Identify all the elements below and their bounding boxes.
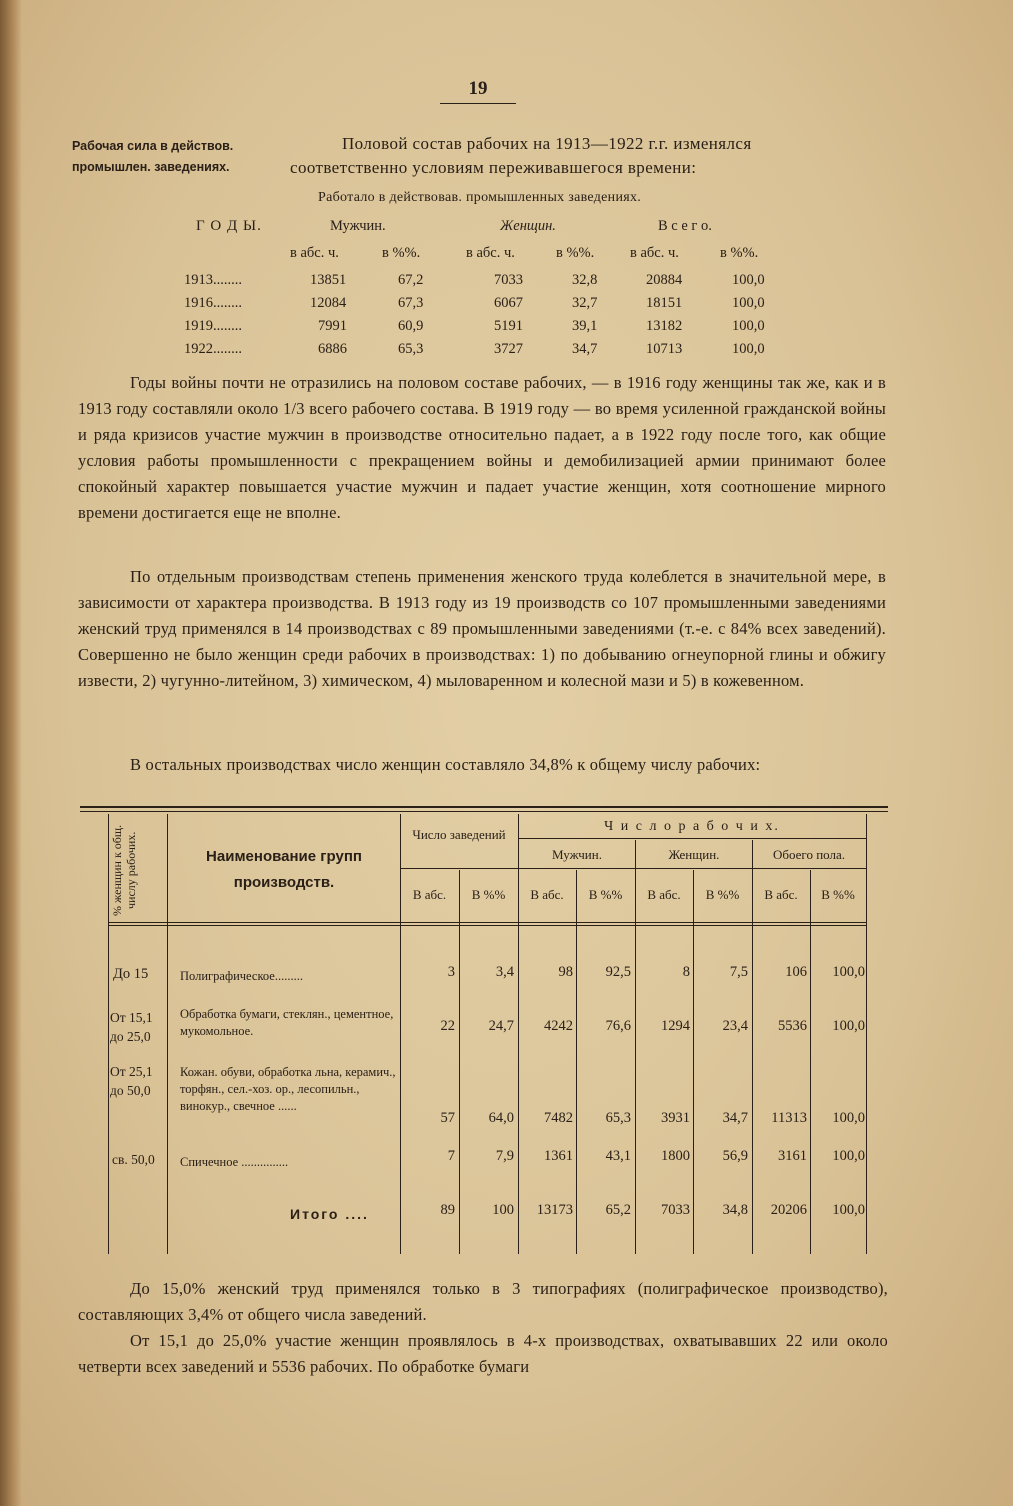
table2-vline bbox=[810, 870, 811, 1254]
table2-cell: 22 bbox=[440, 1018, 455, 1034]
table1-cell: 100,0 bbox=[732, 318, 765, 334]
table2-vline bbox=[167, 814, 168, 1254]
table2-range: От 25,1 до 50,0 bbox=[110, 1064, 153, 1098]
table1-head-total: В с е г о. bbox=[658, 218, 712, 234]
table1-cell: 60,9 bbox=[398, 318, 424, 334]
table2-range: св. 50,0 bbox=[112, 1152, 155, 1167]
table2-sub-abs: В абс. bbox=[647, 887, 681, 902]
table2-cell: 34,7 bbox=[722, 1110, 748, 1126]
table2-head-both: Обоего пола. bbox=[773, 847, 845, 862]
table2-group: Обработка бумаги, стеклян., цементное, мукомольное. bbox=[180, 1007, 394, 1038]
page-number: 19 bbox=[468, 78, 488, 99]
table2-cell: 100,0 bbox=[832, 1110, 865, 1126]
table2-cell: 3931 bbox=[661, 1110, 690, 1126]
table2-cell: 1361 bbox=[544, 1148, 573, 1164]
table2-top-rule bbox=[80, 806, 888, 808]
table1-cell: 3727 bbox=[494, 341, 523, 357]
page-number-rule bbox=[440, 103, 516, 104]
table1-year: 1916........ bbox=[184, 295, 242, 311]
table1-sub-pct: в %%. bbox=[556, 245, 595, 261]
table2-cell: 3,4 bbox=[495, 964, 514, 980]
table2-total-cell: 13173 bbox=[536, 1202, 573, 1218]
paragraph-1: Годы войны почти не отразились на половом составе рабочих, — в 1916 году женщины так же, как и в 1913 году составляли около 1/3 всего рабочего состава. В 1919 году — во время усиленной гражданской войны и ряда кризисов участие мужчин в производстве относительно падает, а в 1922 году после того, как общие условия работы промышленности с прекращением войны и демобилизацией армии принимают более спокойный характер повышается участие мужчин и падает участие женщин, хотя соотношение мирного времени достигается еще не вполне. bbox=[78, 373, 886, 522]
table2-cell: 56,9 bbox=[722, 1148, 748, 1164]
table2-range: До 15 bbox=[113, 966, 149, 982]
table2-cell: 5536 bbox=[778, 1018, 807, 1034]
table2-cell: 100,0 bbox=[832, 964, 865, 980]
margin-note bbox=[72, 136, 292, 178]
table2-cell: 7 bbox=[447, 1148, 455, 1164]
table1-cell: 6886 bbox=[318, 341, 347, 357]
table1-cell: 100,0 bbox=[732, 295, 765, 311]
table2-top-rule-2 bbox=[80, 811, 888, 812]
table2-vline bbox=[693, 870, 694, 1254]
table2-group: Полиграфическое......... bbox=[180, 969, 303, 983]
intro-line-2: соответственно условиям переживавшегося времени: bbox=[290, 158, 697, 177]
table1-cell: 6067 bbox=[494, 295, 523, 311]
table2-total-cell: 65,2 bbox=[605, 1202, 631, 1218]
table2-sub-pct: В %% bbox=[821, 887, 855, 902]
table1-year: 1922........ bbox=[184, 341, 242, 357]
table2-sub-abs: В абс. bbox=[530, 887, 564, 902]
table1-sub-pct: в %%. bbox=[720, 245, 759, 261]
table1-head-women: Женщин. bbox=[500, 218, 556, 234]
table2-head-pct: % женщин к общ. числу рабочих. bbox=[110, 824, 138, 916]
table2-sub-abs: В абс. bbox=[412, 887, 447, 902]
table2-cell: 100,0 bbox=[832, 1018, 865, 1034]
table1-cell: 13182 bbox=[646, 318, 683, 334]
table1-cell: 65,3 bbox=[398, 341, 424, 357]
table2-hline bbox=[400, 868, 866, 869]
table1-cell: 32,7 bbox=[572, 295, 598, 311]
table2-cell: 11313 bbox=[771, 1110, 807, 1126]
table1-cell: 5191 bbox=[494, 318, 523, 334]
table1-cell: 12084 bbox=[310, 295, 347, 311]
table1-head-years: Г О Д Ы. bbox=[196, 218, 262, 234]
table1-cell: 67,3 bbox=[398, 295, 424, 311]
table2-head-groups: Наименование групп производств. bbox=[206, 848, 362, 891]
paragraph-3: В остальных производствах число женщин составляло 34,8% к общему числу рабочих: bbox=[130, 755, 761, 774]
table2-cell: 3 bbox=[447, 964, 455, 980]
table2-cell: 43,1 bbox=[605, 1148, 631, 1164]
table1-sub-abs: в абс. ч. bbox=[290, 245, 339, 261]
table2-group: Кожан. обуви, обработка льна, керамич., торфян., сел.-хоз. ор., лесопильн., винокур., свечное ...... bbox=[180, 1065, 396, 1113]
table1-cell: 10713 bbox=[646, 341, 683, 357]
table2-total-cell: 100,0 bbox=[832, 1202, 865, 1218]
table2-cell: 23,4 bbox=[722, 1018, 748, 1034]
table2-total-cell: 7033 bbox=[661, 1202, 690, 1218]
table2-cell: 100,0 bbox=[832, 1148, 865, 1164]
table2-cell: 98 bbox=[558, 964, 573, 980]
table2-cell: 64,0 bbox=[488, 1110, 514, 1126]
paragraph-4: До 15,0% женский труд применялся только в 3 типографиях (полиграфическое производство), составляющих 3,4% от общего числа заведений. bbox=[78, 1279, 888, 1324]
table2-total-cell: 20206 bbox=[770, 1202, 807, 1218]
table1-head-men: Мужчин. bbox=[330, 218, 386, 234]
table2-cell: 76,6 bbox=[605, 1018, 631, 1034]
table1-cell: 32,8 bbox=[572, 272, 598, 288]
table1-year: 1913........ bbox=[184, 272, 242, 288]
table1-cell: 67,2 bbox=[398, 272, 424, 288]
table2-total-label: Итого .... bbox=[290, 1206, 369, 1222]
table2-head-men: Мужчин. bbox=[552, 847, 602, 862]
table2-hline bbox=[518, 838, 866, 839]
table2-total-cell: 89 bbox=[440, 1202, 455, 1218]
table2-total-cell: 100 bbox=[492, 1202, 514, 1218]
table1-caption: Работало в действовав. промышленных заведениях. bbox=[318, 190, 642, 205]
table2-cell: 3161 bbox=[778, 1148, 807, 1164]
table1-cell: 18151 bbox=[646, 295, 683, 311]
table2-sub-pct: В %% bbox=[705, 887, 740, 902]
table2-hline bbox=[108, 922, 866, 923]
table2-cell: 7,9 bbox=[495, 1148, 514, 1164]
table2-cell: 92,5 bbox=[605, 964, 631, 980]
table2-cell: 1800 bbox=[661, 1148, 690, 1164]
table2-head-workers: Ч и с л о р а б о ч и х. bbox=[604, 819, 780, 834]
table1-cell: 13851 bbox=[310, 272, 347, 288]
table2-head-women: Женщин. bbox=[668, 847, 720, 862]
table2-cell: 65,3 bbox=[605, 1110, 631, 1126]
table2-cell: 1294 bbox=[661, 1018, 690, 1034]
table1-cell: 100,0 bbox=[732, 272, 765, 288]
table2-cell: 7,5 bbox=[729, 964, 748, 980]
table1-year: 1919........ bbox=[184, 318, 242, 334]
table2-sub-abs: В абс. bbox=[764, 887, 798, 902]
intro-line-1: Половой состав рабочих на 1913—1922 г.г. изменялся bbox=[342, 134, 752, 153]
table1-cell: 20884 bbox=[646, 272, 683, 288]
paragraph-2: По отдельным производствам степень применения женского труда колеблется в значительной мере, в зависимости от характера производства. В 1913 году из 19 производств со 107 промышленными заведениями женский труд применялся в 14 производствах с 89 промышленными заведениями (т.-е. с 84% всех заведений). Совершенно не было женщин среди рабочих в производствах: 1) по добыванию огнеупорной глины и обжигу извести, 2) чугунно-литейном, 3) химическом, 4) мыловаренном и колесной мази и 5) в кожевенном. bbox=[78, 567, 886, 690]
table2-cell: 24,7 bbox=[488, 1018, 514, 1034]
table2-vline bbox=[866, 814, 867, 1254]
table1-cell: 7991 bbox=[318, 318, 347, 334]
margin-note-line: Рабочая сила в действов. bbox=[72, 139, 234, 153]
table2-cell: 8 bbox=[682, 964, 690, 980]
table1-sub-pct: в %%. bbox=[382, 245, 421, 261]
table2-total-cell: 34,8 bbox=[722, 1202, 748, 1218]
table1-sub-abs: в абс. ч. bbox=[466, 245, 515, 261]
table2-group: Спичечное ............... bbox=[180, 1155, 289, 1169]
table1-cell: 39,1 bbox=[572, 318, 598, 334]
table2-vline bbox=[576, 870, 577, 1254]
table2-vline bbox=[459, 870, 460, 1254]
table1-cell: 7033 bbox=[494, 272, 523, 288]
table2-range: От 15,1 до 25,0 bbox=[110, 1010, 153, 1044]
table2-vline bbox=[108, 814, 109, 1254]
table2-cell: 106 bbox=[785, 964, 807, 980]
table1-cell: 100,0 bbox=[732, 341, 765, 357]
table1-cell: 34,7 bbox=[572, 341, 598, 357]
table2-head-estab: Число заведений bbox=[412, 827, 506, 842]
table2-cell: 4242 bbox=[544, 1018, 573, 1034]
table1-sub-abs: в абс. ч. bbox=[630, 245, 679, 261]
paragraph-5: От 15,1 до 25,0% участие женщин проявлялось в 4-х производствах, охватывавших 22 или около четверти всех заведений и 5536 рабочих. По обработке бумаги bbox=[78, 1331, 888, 1376]
table2-sub-pct: В %% bbox=[588, 887, 623, 902]
page-spine bbox=[0, 0, 22, 1506]
table2-cell: 57 bbox=[440, 1110, 455, 1126]
intro-text bbox=[290, 132, 890, 180]
table2-sub-pct: В %% bbox=[471, 887, 506, 902]
table2-cell: 7482 bbox=[544, 1110, 573, 1126]
margin-note-line: промышлен. заведениях. bbox=[72, 160, 230, 174]
table2-hline bbox=[108, 925, 866, 926]
